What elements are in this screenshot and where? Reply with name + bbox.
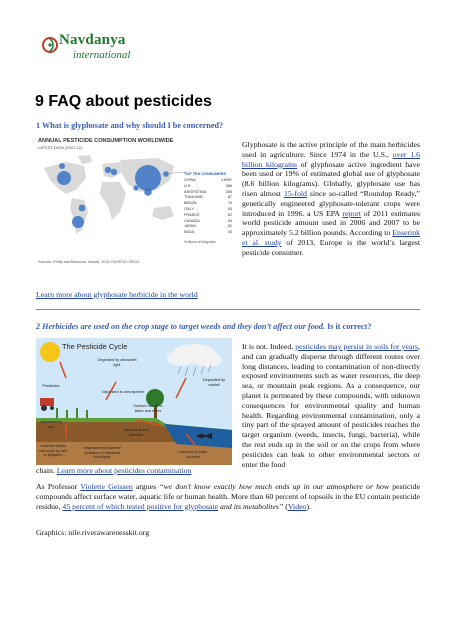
legend-country: INDIA (184, 230, 195, 235)
text-span: It is not. Indeed, (242, 342, 296, 351)
section-2-heading (36, 322, 372, 331)
pesticide-consumption-map (36, 136, 232, 268)
graphics-credit: Graphics: nile.riverawarenesskit.org (36, 528, 150, 537)
label-deposited-rain: Deposited by rainfall (202, 378, 226, 387)
logo-subtitle: international (73, 49, 131, 61)
bubble-france (105, 167, 111, 173)
map-source: Sources: Pretty and Bharucha, Insects, 2015; FAOSTAT; OECD. (38, 260, 141, 264)
quote-italic: “we don’t know exactly how much ends up in our atmosphere or how (159, 482, 390, 491)
section-2-paragraph (242, 342, 420, 469)
section-1-heading: 1 What is glyphosate and why should I be concerned? (36, 121, 224, 130)
learn-more-contamination-link[interactable]: Learn more about pesticides contamination (56, 466, 192, 475)
link-violette-geissen[interactable]: Violette Geissen (80, 482, 133, 491)
legend-country: THAILAND (184, 195, 203, 200)
link-video[interactable]: Video (287, 501, 307, 511)
bubble-india (133, 185, 138, 190)
text-span: ( (283, 501, 288, 511)
section-2-tail (36, 466, 191, 475)
link-15-fold[interactable]: 15-fold (283, 188, 307, 198)
label-leached-roots: Leached below root zone by rain or irrigation (38, 444, 68, 458)
link-persist-in-soils[interactable]: pesticides may persist in soils for years (295, 342, 419, 351)
legend-note: *millions of kilograms (184, 239, 216, 244)
legend-country: CHINA (184, 178, 196, 182)
bubble-canada (59, 163, 65, 169)
section-2-heading-tail: Is it correct? (325, 322, 372, 331)
label-absorbed-soil: Absorbed by soil (40, 420, 62, 429)
label-leached-water: Leached to water courses (178, 450, 208, 459)
legend-value: 63 (227, 206, 232, 211)
link-45-percent-glyphosate[interactable]: 45 percent of which tested positive for glyphosate (62, 501, 219, 511)
text-span: of 2011 estimates world pesticide amount used in 2006 and 2007 to be approximately 5.2 billion pounds. According to (242, 208, 420, 238)
legend-value: 40 (227, 230, 232, 235)
legend-value: 76 (227, 201, 232, 206)
legend-value: 386 (225, 183, 232, 188)
world-map-graphic (36, 150, 186, 240)
link-epa-report[interactable]: report (342, 208, 361, 218)
legend-value: 265 (225, 189, 232, 194)
text-span: argues (132, 482, 160, 491)
legend-country: CANADA (184, 218, 200, 223)
label-surface-runoff: Surface run-off to lakes and rivers (133, 404, 163, 413)
australia-shape (152, 206, 174, 220)
legend-country: JAPAN (184, 224, 196, 229)
legend-country: ARGENTINA (184, 189, 207, 194)
legend-value: 62 (227, 212, 232, 217)
legend-country: ITALY (184, 206, 194, 211)
map-legend (184, 172, 232, 244)
legend-value: 1,806* (221, 178, 232, 182)
legend-title: TOP TEN CONSUMERS (184, 172, 227, 176)
legend-value: 52 (227, 224, 232, 229)
legend-value: 54 (227, 218, 232, 223)
text-span: pesticide compounds affect surface water, aquatic life or human health. More than 60 percent of topsoils in the EU contain pesticide residue, (36, 482, 420, 511)
bubble-japan (163, 171, 169, 177)
text-span: , and can gradually disperse through different routes over long distances, leading to contamination of non-directly exposed environments such as water resources, the deep sea, or mountain peak regions. As a consequence, our planet is permeated by these compounds, with unknown consequences for environmental quality and human health. Regarding environmental contamination, only a tiny part of the sprayed amount of pesticides reaches the target organism (weeds, insects, fungi, bacteria), while the rest ends up in the soil or on the crops from where pesticides can leak to other environmental sectors or enter the food (242, 342, 420, 469)
label-vaporized: Vaporized to atmosphere (101, 390, 145, 394)
bubble-us (57, 171, 71, 185)
text-span: of 2013, Europe is the world’s largest pesticide consumer. (242, 237, 420, 257)
section-divider (36, 309, 420, 310)
text-span: since so-called “Roundup Ready,” genetically engineered glyphosate-tolerant crops were introduced in 1996. a US EPA (242, 188, 420, 218)
bubble-china (135, 165, 161, 191)
logo-name: Navdanya (59, 32, 126, 48)
learn-more-glyphosate-link[interactable]: Learn more about glyphosate herbicide in the world (36, 290, 198, 299)
label-degraded-uv: Degraded by ultraviolet light (97, 358, 137, 367)
section-1-paragraph (242, 140, 420, 258)
section-2-heading-italic: 2 Herbicides are used on the crop stage to target weeds and they don’t affect our food. (36, 322, 326, 331)
link-1-6-billion-kg[interactable]: over 1.6 billion kilograms (242, 149, 420, 169)
page-title: 9 FAQ about pesticides (35, 93, 212, 110)
bubble-argentina (72, 216, 84, 228)
geissen-quote-paragraph (36, 482, 420, 511)
link-enserink-study[interactable]: Enserink et al. study (242, 228, 420, 247)
pesticide-cycle-diagram (36, 338, 232, 465)
navdanya-logo[interactable] (41, 32, 161, 72)
quote-italic: and its metabolites” (218, 501, 284, 511)
cycle-title: The Pesticide Cycle (62, 342, 128, 351)
map-title: ANNUAL PESTICIDE CONSUMPTION WORLDWIDE (38, 138, 174, 144)
text-span: As Professor (36, 482, 81, 491)
legend-row (184, 230, 232, 236)
legend-country: BRAZIL (184, 201, 198, 206)
bubble-thailand (144, 188, 152, 196)
legend-value: 87 (227, 195, 232, 200)
map-subtitle: LATEST DATA (2007-12) (38, 145, 83, 150)
sun-icon (40, 342, 60, 362)
text-span: ). (306, 501, 311, 511)
label-pesticides: Pesticides (42, 384, 60, 388)
south-america-shape (70, 198, 88, 234)
legend-country: FRANCE (184, 212, 200, 217)
africa-shape (100, 182, 126, 220)
label-degraded-bacterial: Degraded by bacterial oxidation or chemical hydrolysis (83, 446, 121, 460)
text-span: chain. (36, 466, 57, 475)
greenland-shape (78, 155, 92, 164)
text-span: Glyphosate is the active principle of the main herbicides used in agriculture. Since 1974 in the U.S., (242, 140, 420, 159)
label-adheres-soil: Adheres to soil particles (123, 428, 149, 437)
text-span: of glyphosate active ingredient have been used or 19% of estimated global use of glyphosate (8.6 billion kilograms). Globally, glyphosate use has risen almost (242, 159, 420, 198)
bubble-brazil (79, 205, 86, 212)
bubble-italy (111, 169, 117, 175)
legend-country: U.S. (184, 183, 192, 188)
